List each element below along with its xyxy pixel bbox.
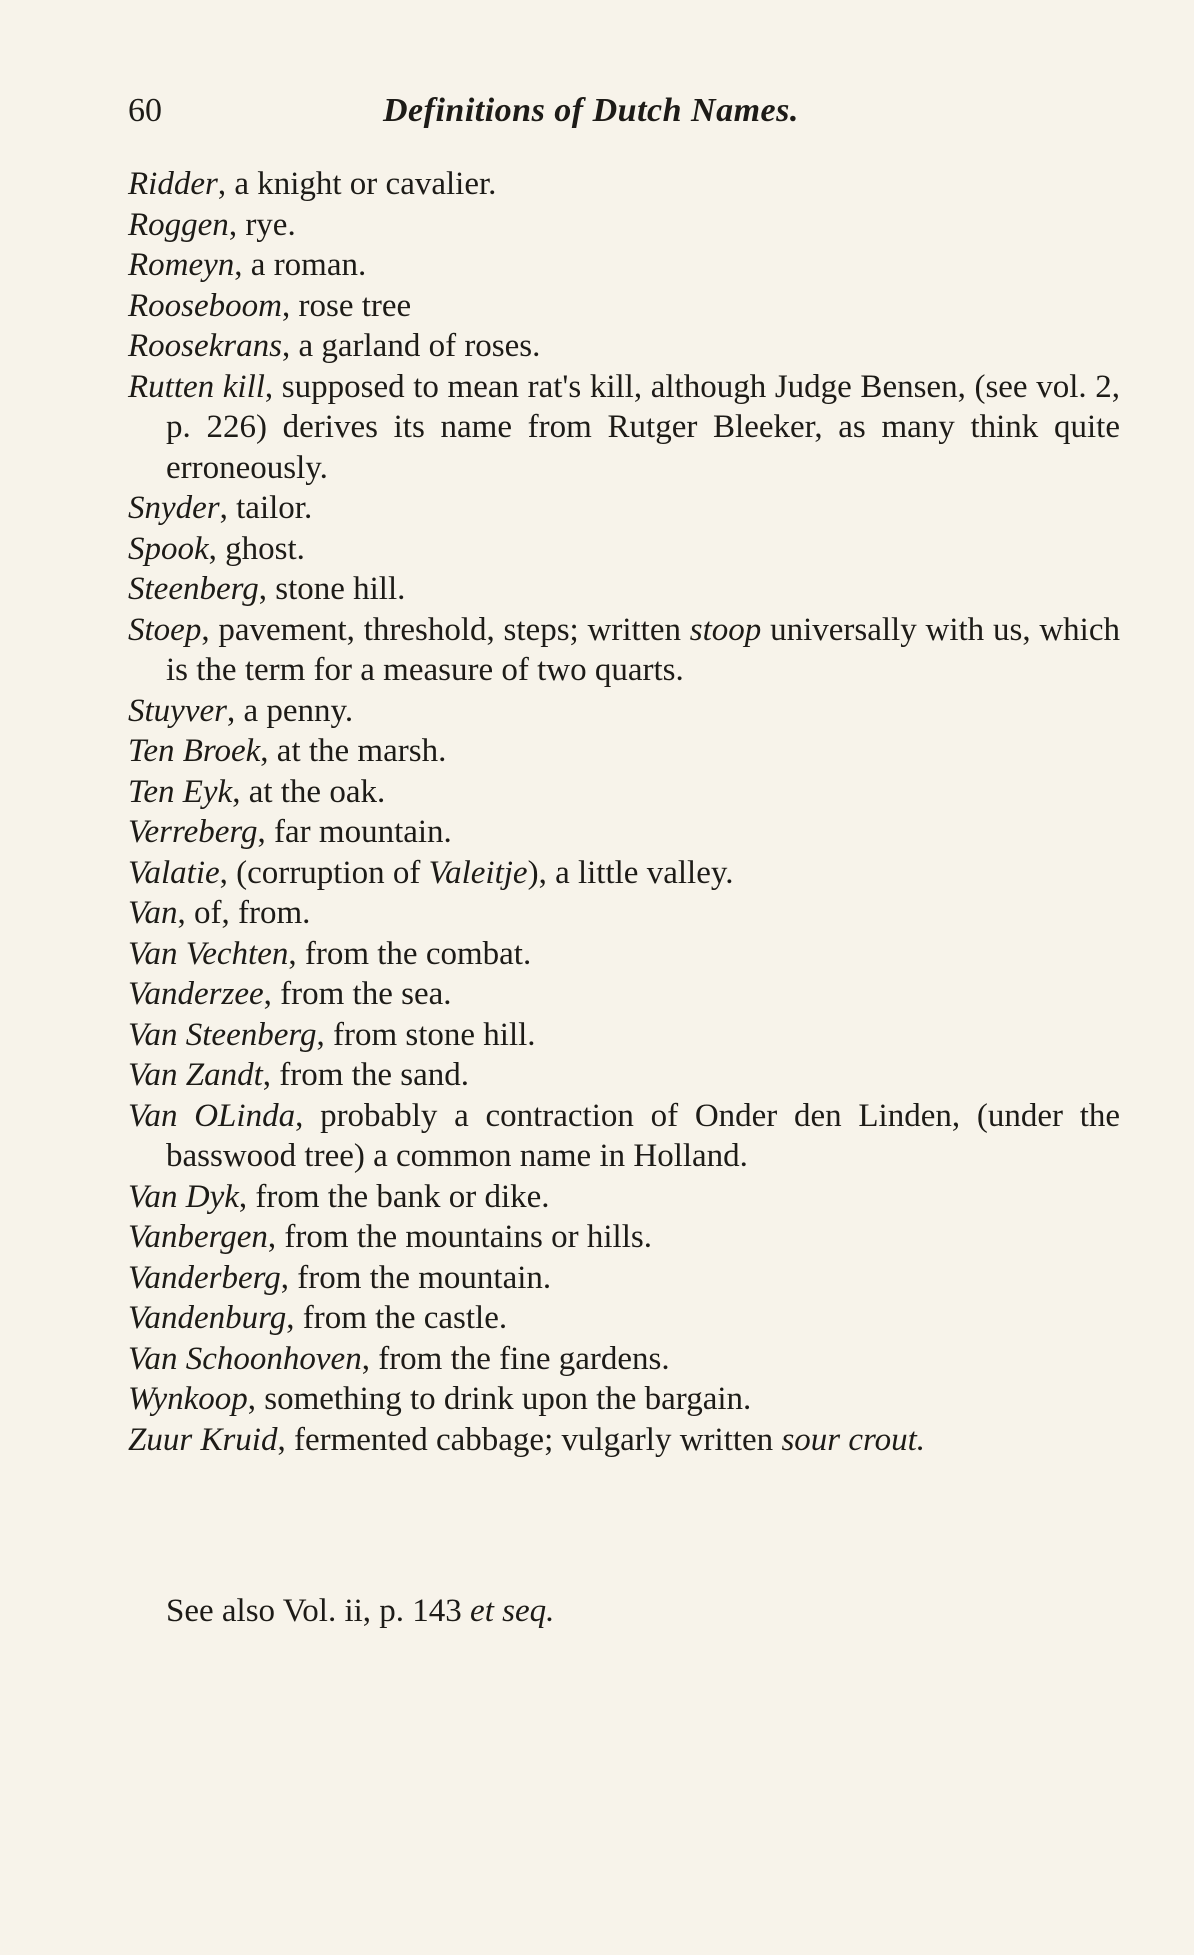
entry-separator: , xyxy=(361,1340,379,1377)
entry-term: Romeyn xyxy=(128,247,235,283)
entry-term: Snyder xyxy=(128,490,220,526)
entry-separator: , xyxy=(217,166,235,202)
entry-definition: pavement, threshold, steps; written xyxy=(218,611,681,648)
entry-definition: from the sea. xyxy=(280,976,452,1012)
entry-definition: from the castle. xyxy=(302,1300,508,1336)
definition-entry xyxy=(128,610,1120,691)
entry-definition-end: universally with us, which is the term for a measure of two quarts. xyxy=(166,611,1121,688)
entry-term: Verreberg xyxy=(128,814,258,850)
entry-term: Roggen xyxy=(128,206,229,243)
entry-separator: , xyxy=(258,571,276,607)
entry-term: Ridder xyxy=(128,166,218,202)
entry-separator: , xyxy=(281,287,299,324)
entry-italic-word: stoop xyxy=(689,611,762,648)
entry-term: Stoep xyxy=(128,611,202,648)
definition-entry xyxy=(128,772,1120,813)
entry-separator: , xyxy=(257,814,275,850)
entry-separator: , xyxy=(228,206,246,243)
definition-entry xyxy=(128,326,1120,367)
entry-term: Van Schoonhoven xyxy=(128,1340,362,1377)
definition-entry xyxy=(128,731,1120,772)
entry-term: Vanderberg xyxy=(128,1259,281,1296)
definition-entry xyxy=(128,1258,1120,1299)
definition-entry xyxy=(128,1420,1120,1461)
entry-term: Van Dyk xyxy=(128,1178,239,1215)
entry-separator: , xyxy=(288,935,305,972)
entry-definition: at the marsh. xyxy=(276,733,447,769)
entry-separator: , xyxy=(201,611,219,648)
entry-separator: , xyxy=(208,530,226,567)
entry-definition: from stone hill. xyxy=(332,1016,536,1053)
entry-term: Valatie xyxy=(128,854,220,891)
entry-term: Van OLinda xyxy=(128,1097,296,1134)
entry-separator: , xyxy=(295,1097,321,1134)
definition-entry xyxy=(128,286,1120,327)
entry-separator: , xyxy=(262,1057,280,1093)
entry-separator: , xyxy=(219,854,237,891)
entry-term: Van Steenberg xyxy=(128,1016,317,1053)
entry-term: Wynkoop xyxy=(128,1381,248,1417)
entry-definition-end: ), a little valley. xyxy=(527,854,734,891)
entry-definition: a garland of roses. xyxy=(298,328,541,364)
entry-definition: ghost. xyxy=(225,530,305,567)
entry-definition: rye. xyxy=(245,206,296,243)
entry-definition: stone hill. xyxy=(275,571,406,607)
definition-entry xyxy=(128,893,1120,934)
entry-term: Ten Eyk xyxy=(128,773,233,810)
entry-italic-word: sour crout. xyxy=(781,1421,926,1458)
definition-entry xyxy=(128,853,1120,894)
definition-entry xyxy=(128,488,1120,529)
definition-entry xyxy=(128,974,1120,1015)
definition-entry xyxy=(128,1217,1120,1258)
entry-definition: (corruption of xyxy=(236,854,421,891)
definition-entry xyxy=(128,164,1120,205)
entry-definition: from the sand. xyxy=(279,1057,469,1093)
entry-separator: , xyxy=(267,1219,285,1255)
definition-entry xyxy=(128,1298,1120,1339)
entry-definition: from the combat. xyxy=(304,935,532,972)
entry-definition: from the fine gardens. xyxy=(378,1340,670,1377)
definition-entry xyxy=(128,245,1120,286)
entry-definition: a knight or cavalier. xyxy=(234,166,497,202)
see-also-text: See also Vol. ii, p. 143 xyxy=(166,1593,462,1629)
entry-definition: of, from. xyxy=(194,895,311,931)
entry-definition: a roman. xyxy=(250,247,367,283)
definition-entry xyxy=(128,1096,1120,1177)
entry-italic-word: Valeitje xyxy=(428,854,528,891)
entry-separator: , xyxy=(277,1421,294,1458)
entry-definition: something to drink upon the bargain. xyxy=(264,1381,752,1417)
definition-entry xyxy=(128,1015,1120,1056)
entry-term: Vanbergen xyxy=(128,1219,268,1255)
entry-definition: from the bank or dike. xyxy=(255,1178,550,1215)
entry-definition: from the mountains or hills. xyxy=(284,1219,652,1255)
entry-separator: , xyxy=(263,976,281,1012)
entry-term: Roosekrans xyxy=(128,328,282,364)
entry-definition: a penny. xyxy=(243,692,354,729)
entry-term: Rooseboom xyxy=(128,287,282,324)
entry-separator: , xyxy=(247,1381,265,1417)
entry-definition: supposed to mean rat's kill, although Judge Bensen, (see vol. 2, p. 226) derives its name from Rutger Bleeker, as many think quite erroneously. xyxy=(166,368,1120,486)
entry-separator: , xyxy=(177,895,194,931)
entry-separator: , xyxy=(281,328,299,364)
definition-entry xyxy=(128,1055,1120,1096)
entry-separator: , xyxy=(264,368,282,405)
entry-definition: fermented cabbage; vulgarly written xyxy=(293,1421,774,1458)
entry-definition: probably a contraction of Onder den Linden, (under the basswood tree) a common name in Holland. xyxy=(166,1097,1121,1174)
page-header xyxy=(128,92,1128,142)
page-number: 60 xyxy=(128,92,162,129)
running-title: Definitions of Dutch Names. xyxy=(383,92,799,129)
definition-entry xyxy=(128,367,1120,489)
entry-separator: , xyxy=(260,733,277,769)
entry-term: Vandenburg xyxy=(128,1300,287,1336)
entry-term: Spook xyxy=(128,530,209,567)
entry-definition: from the mountain. xyxy=(297,1259,552,1296)
entry-definition: far mountain. xyxy=(274,814,452,850)
definition-entry xyxy=(128,691,1120,732)
definition-entry xyxy=(128,1177,1120,1218)
entry-term: Van Vechten xyxy=(128,935,289,972)
entry-term: Rutten kill xyxy=(128,368,265,405)
definition-entry xyxy=(128,812,1120,853)
entry-term: Stuyver xyxy=(128,692,227,729)
entry-definition: tailor. xyxy=(236,490,313,526)
definition-entry xyxy=(128,205,1120,246)
definition-entry xyxy=(128,569,1120,610)
definition-entry xyxy=(128,1339,1120,1380)
entry-separator: , xyxy=(286,1300,303,1336)
entry-definition: at the oak. xyxy=(248,773,386,810)
entry-separator: , xyxy=(280,1259,298,1296)
definition-entry xyxy=(128,529,1120,570)
entry-separator: , xyxy=(234,247,251,283)
entry-term: Van xyxy=(128,895,178,931)
definition-entry xyxy=(128,934,1120,975)
entry-definition: rose tree xyxy=(298,287,412,324)
entry-separator: , xyxy=(226,692,244,729)
entry-separator: , xyxy=(238,1178,256,1215)
entry-separator: , xyxy=(316,1016,333,1053)
see-also-italic: et seq. xyxy=(470,1593,555,1629)
entry-term: Vanderzee xyxy=(128,976,264,1012)
entry-term: Van Zandt xyxy=(128,1057,263,1093)
definition-entry xyxy=(128,1379,1120,1420)
entry-term: Steenberg xyxy=(128,571,259,607)
entry-term: Zuur Kruid xyxy=(128,1421,278,1458)
entry-term: Ten Broek xyxy=(128,733,261,769)
entry-separator: , xyxy=(232,773,249,810)
see-also-note xyxy=(166,1591,554,1631)
definitions-list xyxy=(128,164,1120,1460)
entry-separator: , xyxy=(219,490,237,526)
